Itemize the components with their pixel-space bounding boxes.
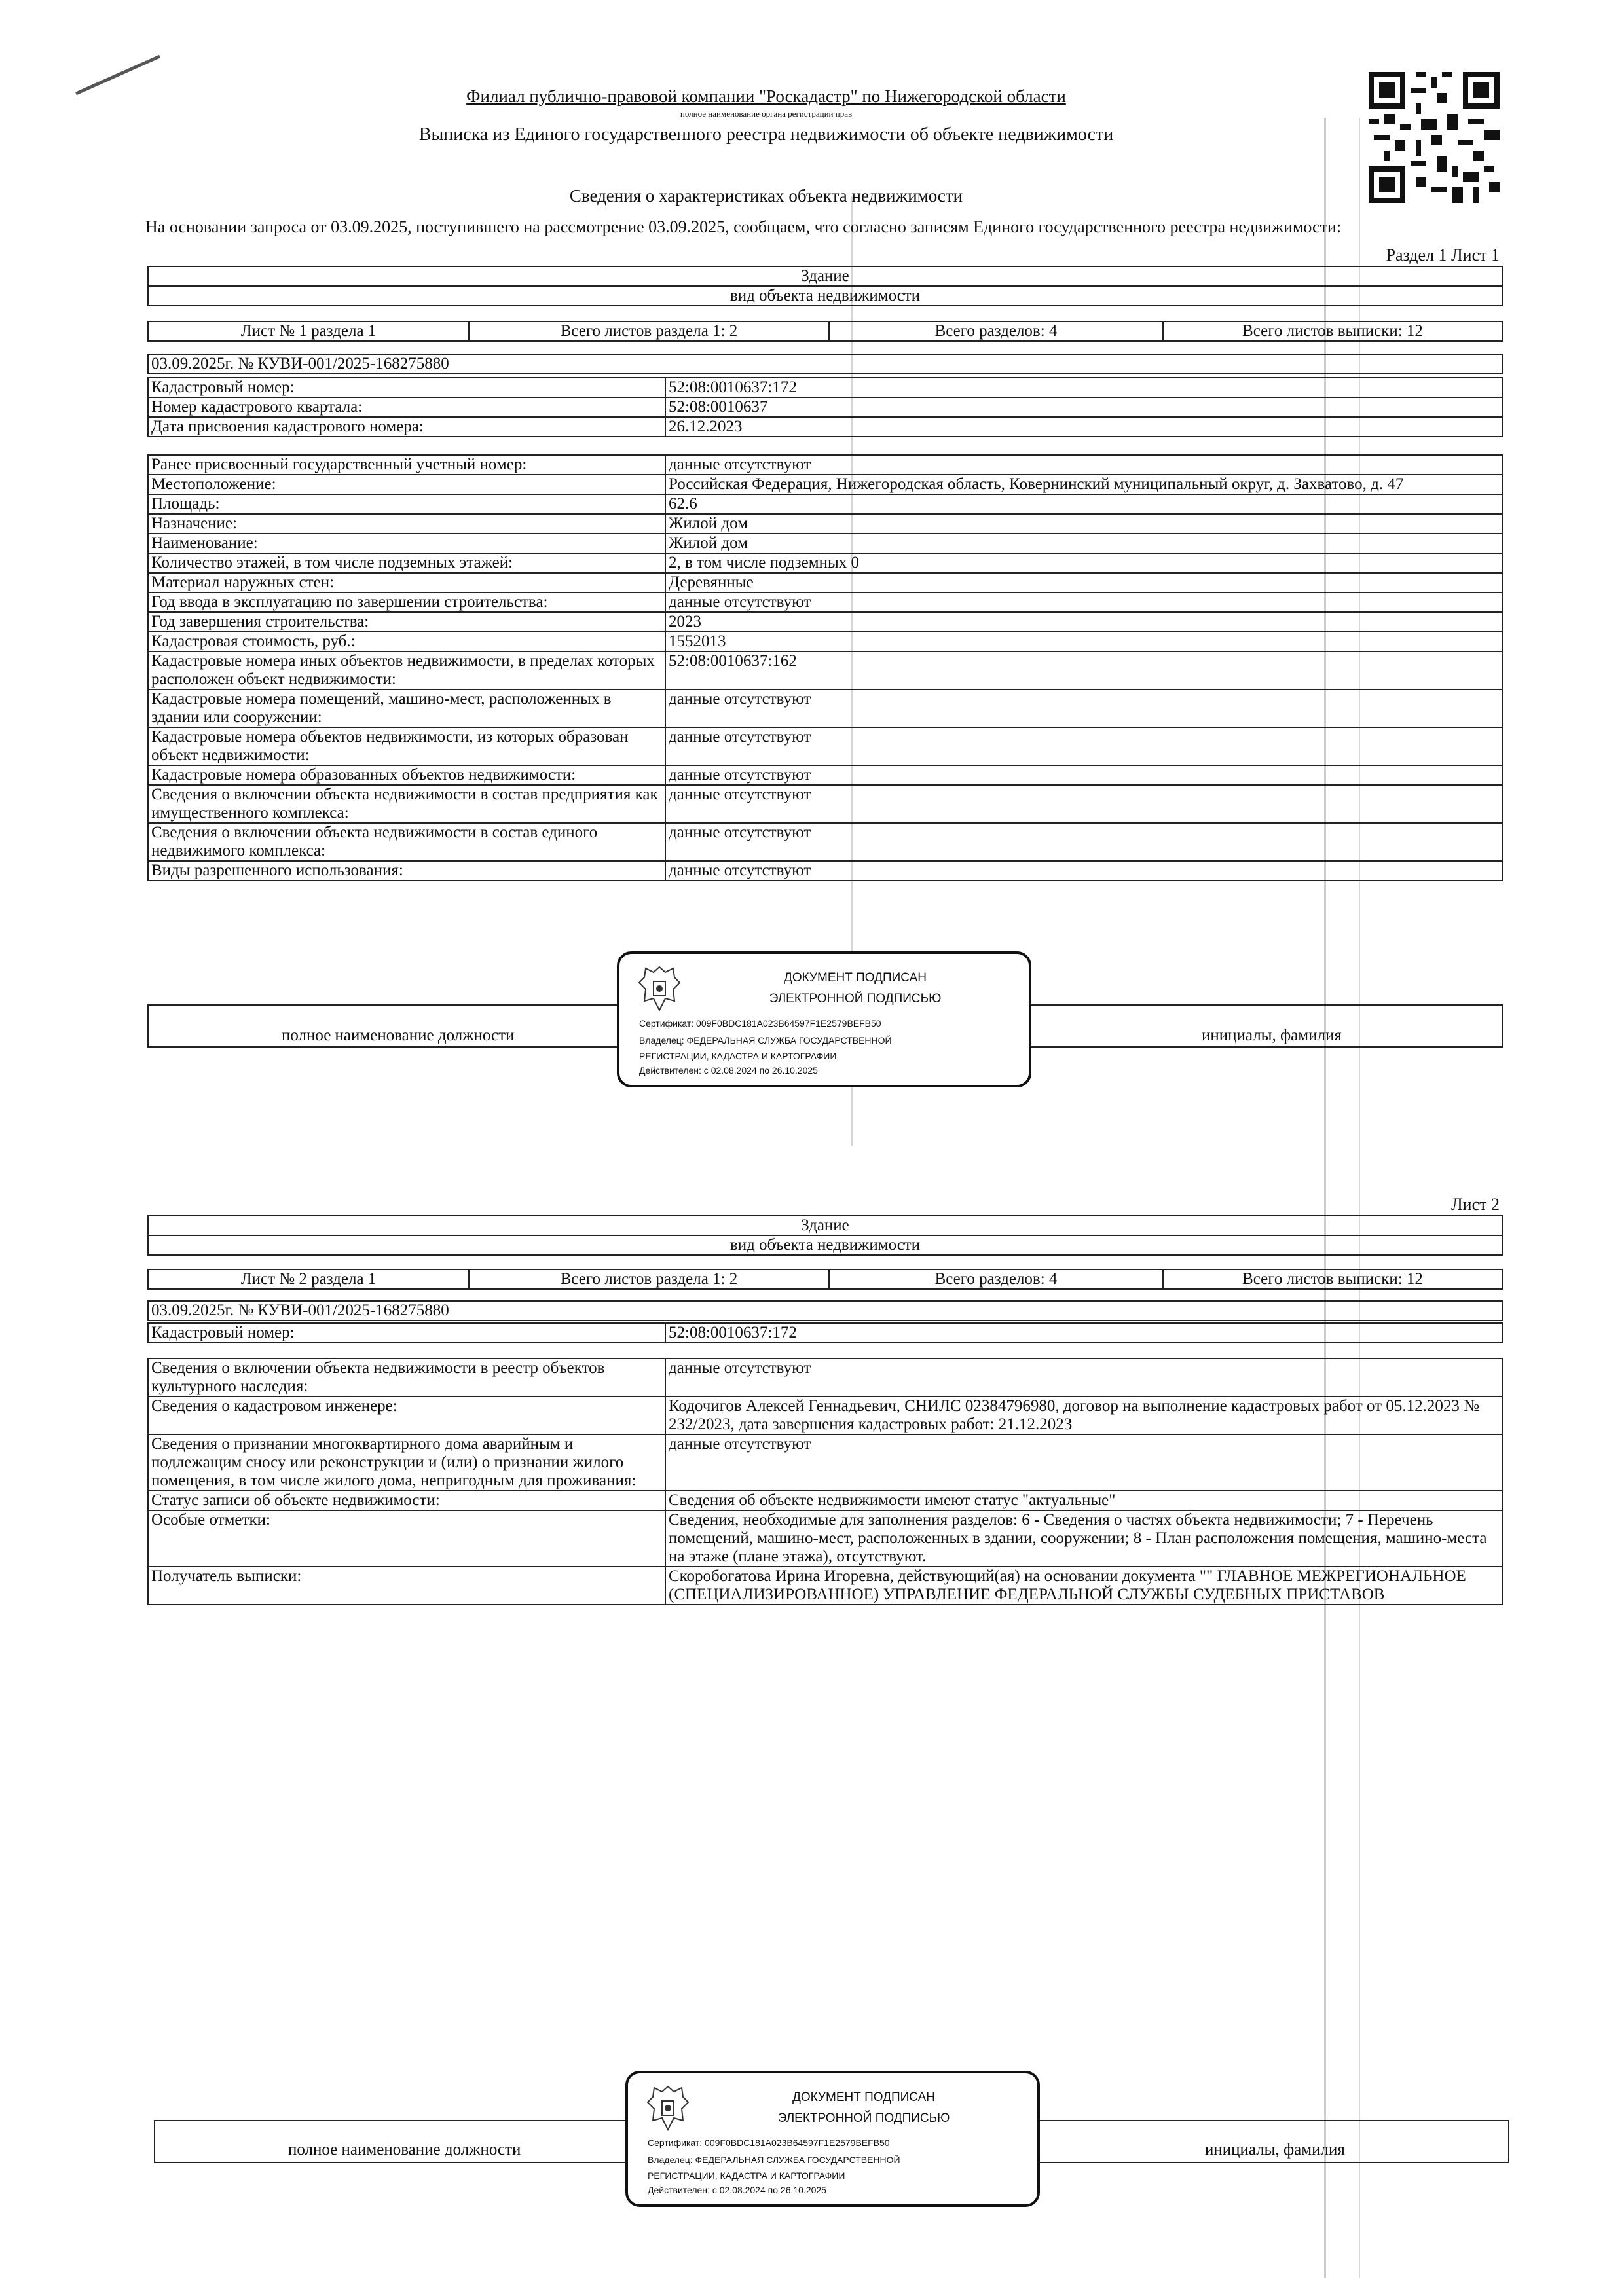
stamp-owner-cont: РЕГИСТРАЦИИ, КАДАСТРА И КАРТОГРАФИИ	[648, 2170, 845, 2181]
total-sheets-section: Всего листов раздела 1: 2	[469, 1269, 829, 1289]
total-sheets-extract: Всего листов выписки: 12	[1163, 1269, 1502, 1289]
object-type-caption: вид объекта недвижимости	[148, 1235, 1502, 1255]
scan-vertical-streak	[1359, 118, 1360, 2278]
electronic-signature-stamp	[617, 951, 1031, 1087]
signature-line	[1502, 1004, 1503, 1048]
table-row: Год ввода в эксплуатацию по завершении строительства: данные отсутствуют	[148, 592, 1502, 612]
sheet2-cadastral-table	[147, 1322, 1503, 1343]
table-row: Сведения о включении объекта недвижимости в реестр объектов культурного наследия: данные отсутствуют	[148, 1358, 1502, 1396]
request-basis: На основании запроса от 03.09.2025, поступившего на рассмотрение 03.09.2025, сообщаем, что согласно записям Единого государственного реестра недвижимости:	[145, 217, 1342, 236]
table-row: Статус записи об объекте недвижимости: Сведения об объекте недвижимости имеют статус "актуальные"	[148, 1491, 1502, 1510]
sheet-number: Лист № 2 раздела 1	[148, 1269, 469, 1289]
sheet1-info-table	[147, 321, 1503, 342]
emblem-icon	[645, 2083, 691, 2135]
signature-line	[1508, 2120, 1509, 2163]
table-row: Кадастровые номера образованных объектов недвижимости: данные отсутствуют	[148, 765, 1502, 785]
stamp-owner: Владелец: ФЕДЕРАЛЬНАЯ СЛУЖБА ГОСУДАРСТВЕННОЙ	[648, 2155, 900, 2165]
document-title: Выписка из Единого государственного реестра недвижимости об объекте недвижимости	[418, 124, 1114, 145]
table-row: Сведения о включении объекта недвижимости в состав единого недвижимого комплекса: данные отсутствуют	[148, 823, 1502, 861]
sheet2-date-table	[147, 1300, 1503, 1321]
stamp-certificate: Сертификат: 009F0BDC181A023B64597F1E2579BEFB50	[648, 2138, 890, 2148]
position-caption: полное наименование должности	[288, 2141, 521, 2159]
stamp-certificate: Сертификат: 009F0BDC181A023B64597F1E2579BEFB50	[639, 1018, 881, 1029]
total-sections: Всего разделов: 4	[829, 321, 1163, 341]
table-row: Назначение: Жилой дом	[148, 514, 1502, 534]
sheet1-date-table	[147, 354, 1503, 374]
sheet2-info-table	[147, 1269, 1503, 1290]
sheet1-characteristics-table	[147, 454, 1503, 881]
sheet2-object-type-table	[147, 1215, 1503, 1256]
electronic-signature-stamp	[625, 2071, 1040, 2207]
object-type: Здание	[148, 1216, 1502, 1235]
stamp-owner-cont: РЕГИСТРАЦИИ, КАДАСТРА И КАРТОГРАФИИ	[639, 1051, 837, 1061]
info-title: Сведения о характеристиках объекта недвижимости	[569, 186, 963, 206]
scan-vertical-streak	[1324, 118, 1326, 2278]
table-row: Сведения о включении объекта недвижимости в состав предприятия как имущественного комплекса: данные отсутствуют	[148, 785, 1502, 823]
position-caption: полное наименование должности	[282, 1027, 515, 1044]
stamp-line1: ДОКУМЕНТ ПОДПИСАН	[784, 971, 927, 985]
sheet-number: Лист № 1 раздела 1	[148, 321, 469, 341]
sheet1-cadastral-table	[147, 377, 1503, 437]
section-sheet-label: Раздел 1 Лист 1	[1386, 246, 1500, 264]
stamp-owner: Владелец: ФЕДЕРАЛЬНАЯ СЛУЖБА ГОСУДАРСТВЕННОЙ	[639, 1035, 892, 1046]
table-row: Местоположение: Российская Федерация, Нижегородская область, Ковернинский муниципальный округ, д. Захватово, д. 47	[148, 475, 1502, 494]
table-row: Площадь: 62.6	[148, 494, 1502, 514]
table-row: Получатель выписки: Скоробогатова Ирина Игоревна, действующий(ая) на основании документа "" ГЛАВНОЕ МЕЖРЕГИОНАЛЬНОЕ (СПЕЦИАЛИЗИРОВАННОЕ) УПРАВЛЕНИЕ ФЕДЕРАЛЬНОЙ СЛУЖБЫ СУДЕБНЫХ ПРИСТАВОВ	[148, 1567, 1502, 1605]
object-type-caption: вид объекта недвижимости	[148, 286, 1502, 306]
total-sheets-section: Всего листов раздела 1: 2	[469, 321, 829, 341]
sheet2-details-table	[147, 1358, 1503, 1605]
sheet1-object-type-table	[147, 266, 1503, 306]
table-row: Сведения о признании многоквартирного дома аварийным и подлежащим сносу или реконструкции и (или) о признании жилого помещения, в том числе жилого дома, непригодным для проживания: данные отсутствуют	[148, 1434, 1502, 1491]
total-sheets-extract: Всего листов выписки: 12	[1163, 321, 1502, 341]
stamp-valid: Действителен: с 02.08.2024 по 26.10.2025	[648, 2185, 826, 2195]
object-type: Здание	[148, 266, 1502, 286]
extract-date-number: 03.09.2025г. № КУВИ-001/2025-168275880	[148, 354, 1502, 374]
table-row: Год завершения строительства: 2023	[148, 612, 1502, 632]
signature-line	[147, 1004, 149, 1048]
table-row: Количество этажей, в том числе подземных этажей: 2, в том числе подземных 0	[148, 553, 1502, 573]
table-row: Дата присвоения кадастрового номера: 26.12.2023	[148, 417, 1502, 437]
branch-caption: полное наименование органа регистрации прав	[680, 109, 853, 118]
sheet2-label: Лист 2	[1451, 1195, 1500, 1214]
initials-caption: инициалы, фамилия	[1205, 2141, 1345, 2159]
table-row: Особые отметки: Сведения, необходимые для заполнения разделов: 6 - Сведения о частях объекта недвижимости; 7 - Перечень помещений, машино-мест, расположенных в здании, сооружении; 8 - План расположения помещения, машино-места на этаже (плане этажа), отсутствуют.	[148, 1510, 1502, 1567]
stamp-line1: ДОКУМЕНТ ПОДПИСАН	[792, 2090, 935, 2104]
table-row: Кадастровый номер: 52:08:0010637:172	[148, 1323, 1502, 1343]
table-row: Кадастровый номер: 52:08:0010637:172	[148, 378, 1502, 397]
stamp-line2: ЭЛЕКТРОННОЙ ПОДПИСЬЮ	[769, 992, 942, 1006]
branch-name: Филиал публично-правовой компании "Роскадастр" по Нижегородской области	[466, 86, 1066, 106]
table-row: Кадастровые номера иных объектов недвижимости, в пределах которых расположен объект недвижимости: 52:08:0010637:162	[148, 651, 1502, 689]
table-row: Сведения о кадастровом инженере: Кодочигов Алексей Геннадьевич, СНИЛС 02384796980, договор на выполнение кадастровых работ от 05.12.2023 № 232/2023, дата завершения кадастровых работ: 21.12.2023	[148, 1396, 1502, 1434]
stamp-line2: ЭЛЕКТРОННОЙ ПОДПИСЬЮ	[777, 2111, 950, 2125]
emblem-icon	[637, 963, 682, 1015]
signature-line	[154, 2120, 155, 2163]
initials-caption: инициалы, фамилия	[1202, 1027, 1342, 1044]
table-row: Кадастровые номера объектов недвижимости, из которых образован объект недвижимости: данные отсутствуют	[148, 727, 1502, 765]
table-row: Кадастровая стоимость, руб.: 1552013	[148, 632, 1502, 651]
table-row: Материал наружных стен: Деревянные	[148, 573, 1502, 592]
table-row: Виды разрешенного использования: данные отсутствуют	[148, 861, 1502, 881]
table-row: Номер кадастрового квартала: 52:08:0010637	[148, 397, 1502, 417]
table-row: Наименование: Жилой дом	[148, 534, 1502, 553]
table-row: Кадастровые номера помещений, машино-мест, расположенных в здании или сооружении: данные отсутствуют	[148, 689, 1502, 727]
table-row: Ранее присвоенный государственный учетный номер: данные отсутствуют	[148, 455, 1502, 475]
total-sections: Всего разделов: 4	[829, 1269, 1163, 1289]
stamp-valid: Действителен: с 02.08.2024 по 26.10.2025	[639, 1065, 818, 1076]
extract-date-number: 03.09.2025г. № КУВИ-001/2025-168275880	[148, 1301, 1502, 1321]
